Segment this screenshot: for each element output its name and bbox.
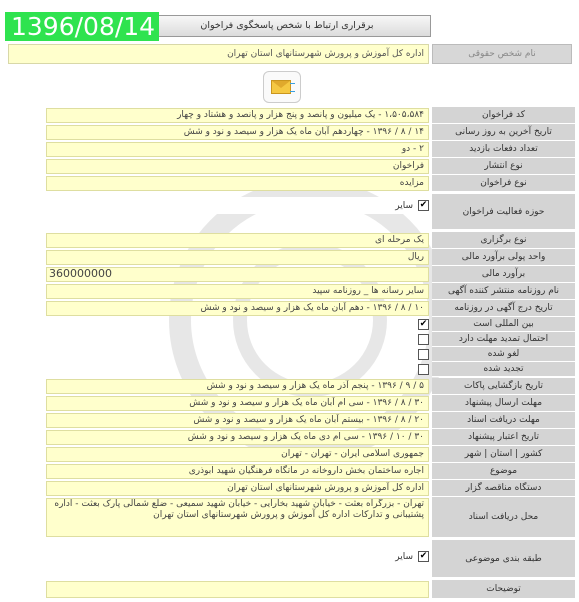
row-newspaper: [0, 283, 579, 300]
open-label: تاریخ بازگشایی پاکات: [432, 378, 575, 395]
adate-label: تاریخ درج آگهی در روزنامه: [432, 300, 575, 317]
visits-label: تعداد دفعات بازدید: [432, 141, 575, 158]
row-currency: [0, 249, 579, 266]
validity-value: ۳۰ / ۱۰ / ۱۳۹۶ - سی ام دی ماه یک هزار و سیصد و نود و شش: [46, 430, 429, 445]
open-value: ۵ / ۹ / ۱۳۹۶ - پنجم آذر ماه یک هزار و سیصد و نود و شش: [46, 379, 429, 394]
code-value: ۱،۵۰۵،۵۸۴ - یک میلیون و پانصد و پنج هزار و پانصد و هشتاد و چهار: [46, 108, 429, 123]
renew-label: تجدید شده: [432, 362, 575, 377]
row-cancel: [0, 347, 579, 362]
topic-checkbox[interactable]: ✔: [419, 551, 428, 561]
row-docs: [0, 497, 579, 538]
row-subject: [0, 463, 579, 480]
desc-label: توضیحات: [432, 580, 575, 599]
receive-label: مهلت دریافت اسناد: [432, 412, 575, 429]
row-intl: [0, 317, 579, 332]
holding-label: نوع برگزاری: [432, 232, 575, 249]
subject-value: اجاره ساختمان بخش داروخانه در ماتگاه فرهنگیان شهید ابوذری: [46, 464, 429, 479]
calltype-label: نوع فراخوان: [432, 175, 575, 192]
legal-entity-label: نام شخص حقوقی: [432, 44, 572, 64]
legal-entity-value: اداره کل آموزش و پرورش شهرستانهای استان تهران: [8, 44, 429, 64]
intl-checkbox[interactable]: ✔: [419, 319, 428, 329]
currency-value: ریال: [46, 250, 429, 265]
row-update: [0, 124, 579, 141]
topic-check-label: سایر: [395, 552, 413, 562]
update-value: ۱۴ / ۸ / ۱۳۹۶ - چهاردهم آبان ماه یک هزار و سیصد و نود و شش: [46, 125, 429, 140]
row-topic: [0, 540, 579, 578]
field-check-label: سایر: [395, 201, 413, 211]
send-value: ۳۰ / ۸ / ۱۳۹۶ - سی ام آبان ماه یک هزار و سیصد و نود و شش: [46, 396, 429, 411]
field-checkbox[interactable]: ✔: [419, 200, 428, 210]
row-holding: [0, 232, 579, 249]
location-label: کشور | استان | شهر: [432, 446, 575, 463]
send-lines-icon: [290, 83, 295, 92]
publish-value: فراخوان: [46, 159, 429, 174]
row-location: [0, 446, 579, 463]
row-validity: [0, 429, 579, 446]
newspaper-label: نام روزنامه منتشر کننده آگهی: [432, 283, 575, 300]
row-send: [0, 395, 579, 412]
renew-checkbox[interactable]: [418, 364, 429, 375]
cancel-checkbox[interactable]: [418, 349, 429, 360]
org-label: دستگاه مناقصه گزار: [432, 480, 575, 497]
publish-label: نوع انتشار: [432, 158, 575, 175]
row-open: [0, 378, 579, 395]
update-label: تاریخ آخرین به روز رسانی: [432, 124, 575, 141]
row-adate: [0, 300, 579, 317]
receive-value: ۲۰ / ۸ / ۱۳۹۶ - بیستم آبان ماه یک هزار و سیصد و نود و شش: [46, 413, 429, 428]
row-desc: [0, 580, 579, 599]
extend-checkbox[interactable]: [418, 334, 429, 345]
subject-label: موضوع: [432, 463, 575, 480]
currency-label: واحد پولی برآورد مالی: [432, 249, 575, 266]
validity-label: تاریخ اعتبار پیشنهاد: [432, 429, 575, 446]
contact-responder-button[interactable]: برقراری ارتباط با شخص پاسخگوی فراخوان: [143, 15, 431, 37]
calltype-value: مزایده: [46, 176, 429, 191]
row-code: [0, 107, 579, 124]
holding-value: یک مرحله ای: [46, 233, 429, 248]
row-renew: [0, 362, 579, 377]
row-extend: [0, 332, 579, 347]
org-value: اداره کل آموزش و پرورش شهرستانهای استان تهران: [46, 481, 429, 496]
date-stamp: 1396/08/14: [5, 12, 159, 41]
row-field: [0, 194, 579, 230]
visits-value: ۲ - دو: [46, 142, 429, 157]
docs-label: محل دریافت اسناد: [432, 497, 575, 538]
estimate-label: برآورد مالی: [432, 266, 575, 283]
newspaper-value: سایر رسانه ها _ روزنامه سپید: [46, 284, 429, 299]
estimate-value: 360000000: [46, 267, 429, 282]
code-label: کد فراخوان: [432, 107, 575, 124]
row-org: [0, 480, 579, 497]
row-receive: [0, 412, 579, 429]
row-estimate: [0, 266, 579, 283]
field-area: [46, 197, 429, 214]
topic-label: طبقه بندی موضوعی: [432, 540, 575, 578]
cancel-label: لغو شده: [432, 347, 575, 362]
adate-value: ۱۰ / ۸ / ۱۳۹۶ - دهم آبان ماه یک هزار و سیصد و نود و شش: [46, 301, 429, 316]
topic-area: [46, 548, 429, 565]
extend-label: احتمال تمدید مهلت دارد: [432, 332, 575, 347]
row-publish: [0, 158, 579, 175]
intl-label: بین المللی است: [432, 317, 575, 332]
row-visits: [0, 141, 579, 158]
send-label: مهلت ارسال پیشنهاد: [432, 395, 575, 412]
location-value: جمهوری اسلامی ایران - تهران - تهران: [46, 447, 429, 462]
docs-value: تهران - بزرگراه بعثت - خیابان شهید بخارایی - خیابان شهید سمیعی - ضلع شمالی پارک بعثت - اداره پشتیبانی و تدارکات اداره کل آموزش و پرورش شهرستانهای استان تهران: [46, 498, 429, 537]
row-calltype: [0, 175, 579, 192]
field-label: حوزه فعالیت فراخوان: [432, 194, 575, 230]
desc-value: [46, 581, 429, 598]
envelope-icon: [271, 80, 291, 94]
email-button[interactable]: [263, 71, 301, 103]
